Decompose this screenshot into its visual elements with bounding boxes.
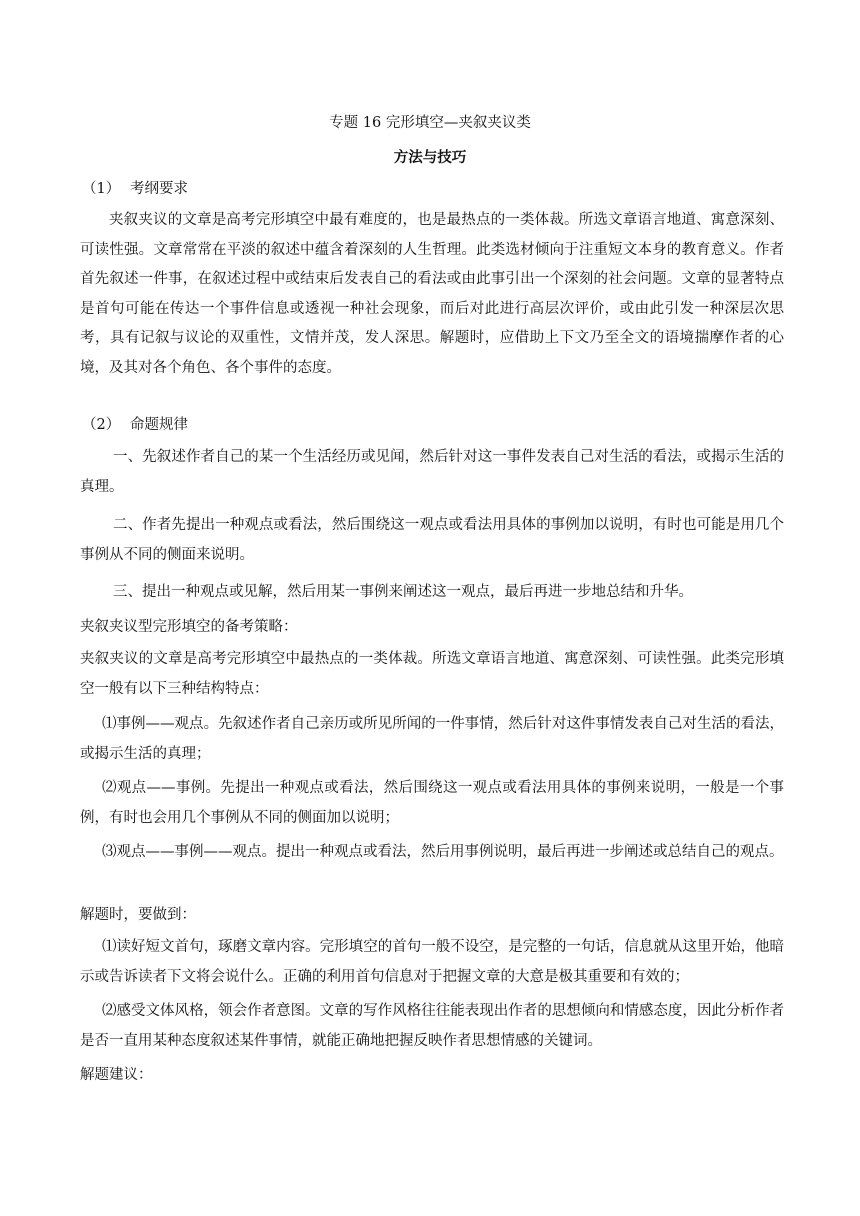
paragraph: ⑴事例——观点。先叙述作者自己亲历或所见所闻的一件事情，然后针对这件事情发表自己对生活的看法，或揭示生活的真理； xyxy=(80,716,784,762)
paragraph: ⑴读好短文首句，琢磨文章内容。完形填空的首句一般不设空，是完整的一句话，信息就从这里开始，他暗示或告诉读者下文将会说什么。正确的利用首句信息对于把握文章的大意是极其重要和有效的； xyxy=(80,939,784,985)
heading-text: 考纲要求 xyxy=(130,181,188,197)
paragraph: 夹叙夹议的文章是高考完形填空中最热点的一类体裁。所选文章语言地道、寓意深刻、可读性强。此类完形填空一般有以下三种结构特点： xyxy=(80,651,784,697)
document-title: 专题 16 完形填空—夹叙夹议类 xyxy=(329,115,531,131)
heading-number: （1） xyxy=(82,181,121,197)
heading-number: （2） xyxy=(82,417,121,433)
paragraph: 二、作者先提出一种观点或看法，然后围绕这一观点或看法用具体的事例加以说明，有时也可能是用几个事例从不同的侧面来说明。 xyxy=(80,517,784,563)
paragraph: 夹叙夹议的文章是高考完形填空中最有难度的，也是最热点的一类体裁。所选文章语言地道、寓意深刻、可读性强。文章常常在平淡的叙述中蕴含着深刻的人生哲理。此类选材倾向于注重短文本身的教育意义。作者首先叙述一件事，在叙述过程中或结束后发表自己的看法或由此事引出一个深刻的社会问题。文章的显著特点是首句可能在传达一个事件信息或透视一种社会现象，而后对此进行高层次评价，或由此引发一种深层次思考，具有记叙与议论的双重性，文情并茂，发人深思。解题时，应借助上下文乃至全文的语境揣摩作者的心境，及其对各个角色、各个事件的态度。 xyxy=(80,212,784,376)
section-subtitle: 方法与技巧 xyxy=(393,149,467,166)
paragraph: ⑵感受文体风格，领会作者意图。文章的写作风格往往能表现出作者的思想倾向和情感态度，因此分析作者是否一直用某种态度叙述某件事情，就能正确地把握反映作者思想情感的关键词。 xyxy=(80,1003,784,1049)
paragraph: 夹叙夹议型完形填空的备考策略： xyxy=(80,619,298,635)
heading-exam-requirements xyxy=(82,177,188,198)
heading-text: 命题规律 xyxy=(130,417,188,433)
paragraph: ⑶观点——事例——观点。提出一种观点或看法，然后用事例说明，最后再进一步阐述或总结自己的观点。 xyxy=(102,844,784,860)
paragraph: ⑵观点——事例。先提出一种观点或看法，然后围绕这一观点或看法用具体的事例来说明，一般是一个事例，有时也会用几个事例从不同的侧面加以说明； xyxy=(80,780,784,826)
heading-question-patterns xyxy=(82,413,188,434)
paragraph: 解题建议： xyxy=(80,1067,153,1083)
paragraph: 解题时，要做到： xyxy=(80,907,196,923)
paragraph: 一、先叙述作者自己的某一个生活经历或见闻，然后针对这一事件发表自己对生活的看法，或揭示生活的真理。 xyxy=(80,449,784,495)
paragraph: 三、提出一种观点或见解，然后用某一事例来阐述这一观点，最后再进一步地总结和升华。 xyxy=(113,584,693,600)
